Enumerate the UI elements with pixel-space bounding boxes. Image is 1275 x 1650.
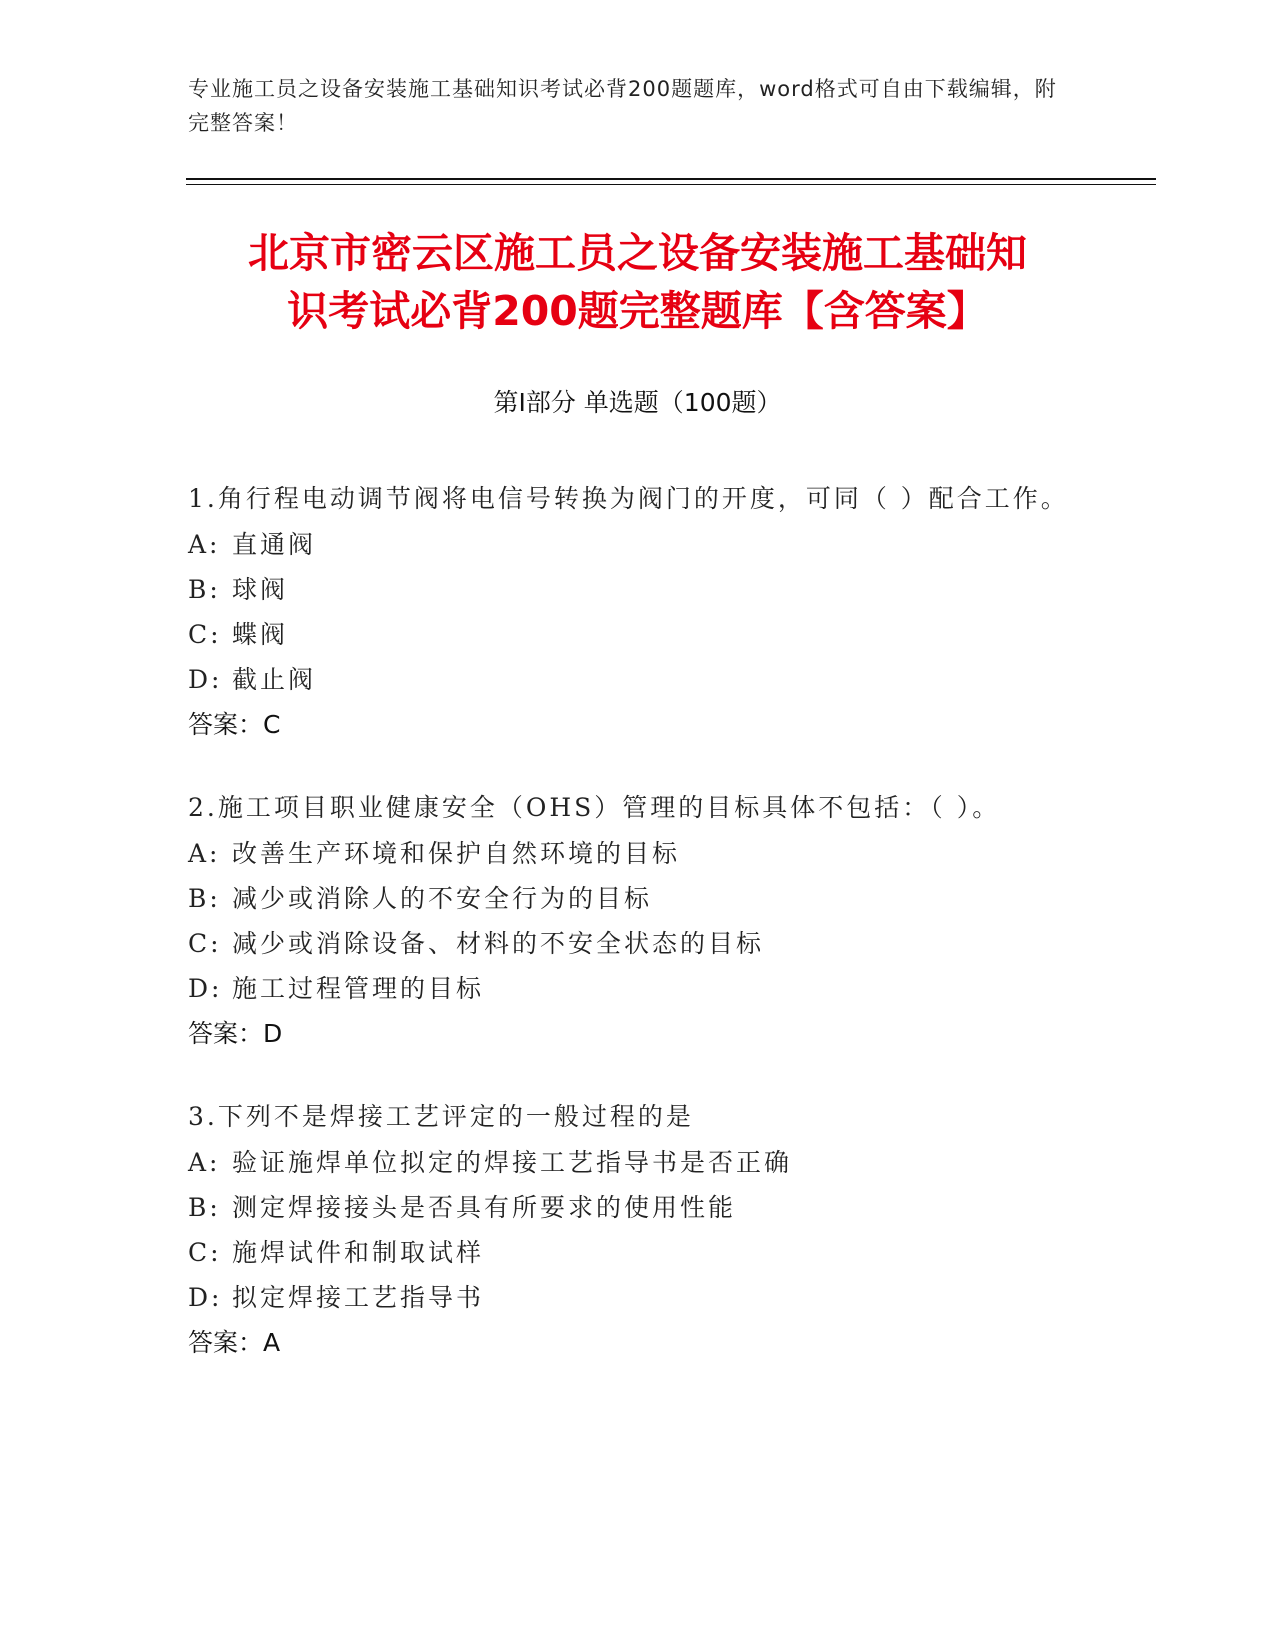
option-d: [188, 1275, 1088, 1320]
option-a: [188, 1140, 1088, 1185]
option-c: [188, 612, 1088, 657]
option-a: [188, 522, 1088, 567]
question-2: [188, 784, 1088, 1057]
section-title: 第Ⅰ部分 单选题（100题）: [493, 388, 782, 417]
option-b: [188, 567, 1088, 612]
option-letter: C:: [188, 929, 222, 958]
option-b: [188, 876, 1088, 921]
option-b: [188, 1185, 1088, 1230]
option-letter: D:: [188, 974, 223, 1003]
option-text: 球阀: [232, 575, 289, 604]
header-rule-thin: [186, 184, 1156, 185]
option-letter: D:: [188, 665, 223, 694]
option-text: 施工过程管理的目标: [232, 974, 485, 1003]
option-text: 验证施焊单位拟定的焊接工艺指导书是否正确: [232, 1148, 793, 1177]
option-c: [188, 1230, 1088, 1275]
question-stem: 3.下列不是焊接工艺评定的一般过程的是: [188, 1102, 694, 1131]
document-title-line-1: 北京市密云区施工员之设备安装施工基础知: [248, 229, 1027, 277]
option-letter: A:: [188, 530, 221, 559]
option-d: [188, 966, 1088, 1011]
question-1: [188, 475, 1088, 748]
option-letter: B:: [188, 1193, 221, 1222]
option-letter: B:: [188, 884, 221, 913]
option-letter: D:: [188, 1283, 223, 1312]
header-note: 专业施工员之设备安装施工基础知识考试必背200题题库，word格式可自由下载编辑，附完整答案！: [188, 77, 1057, 135]
answer-line: 答案：A: [188, 1328, 281, 1357]
option-text: 减少或消除设备、材料的不安全状态的目标: [232, 929, 765, 958]
answer-line: 答案：C: [188, 710, 281, 739]
option-c: [188, 921, 1088, 966]
question-stem: 1.角行程电动调节阀将电信号转换为阀门的开度，可同（ ）配合工作。: [188, 484, 1069, 513]
option-text: 施焊试件和制取试样: [232, 1238, 485, 1267]
question-3: [188, 1093, 1088, 1366]
option-letter: A:: [188, 839, 221, 868]
option-text: 蝶阀: [232, 620, 289, 649]
option-letter: C:: [188, 620, 222, 649]
document-title-line-2: 识考试必背200题完整题库【含答案】: [287, 287, 988, 335]
question-list: [188, 475, 1088, 1402]
option-text: 直通阀: [232, 530, 317, 559]
option-text: 测定焊接接头是否具有所要求的使用性能: [232, 1193, 737, 1222]
option-text: 减少或消除人的不安全行为的目标: [232, 884, 653, 913]
option-letter: B:: [188, 575, 221, 604]
option-text: 截止阀: [232, 665, 317, 694]
header-rule-thick: [186, 178, 1156, 180]
document-title: [160, 224, 1115, 340]
option-d: [188, 657, 1088, 702]
option-a: [188, 831, 1088, 876]
answer-line: 答案：D: [188, 1019, 283, 1048]
question-stem: 2.施工项目职业健康安全（OHS）管理的目标具体不包括：（ ）。: [188, 793, 1001, 822]
option-letter: A:: [188, 1148, 221, 1177]
option-letter: C:: [188, 1238, 222, 1267]
option-text: 拟定焊接工艺指导书: [232, 1283, 485, 1312]
option-text: 改善生产环境和保护自然环境的目标: [232, 839, 681, 868]
